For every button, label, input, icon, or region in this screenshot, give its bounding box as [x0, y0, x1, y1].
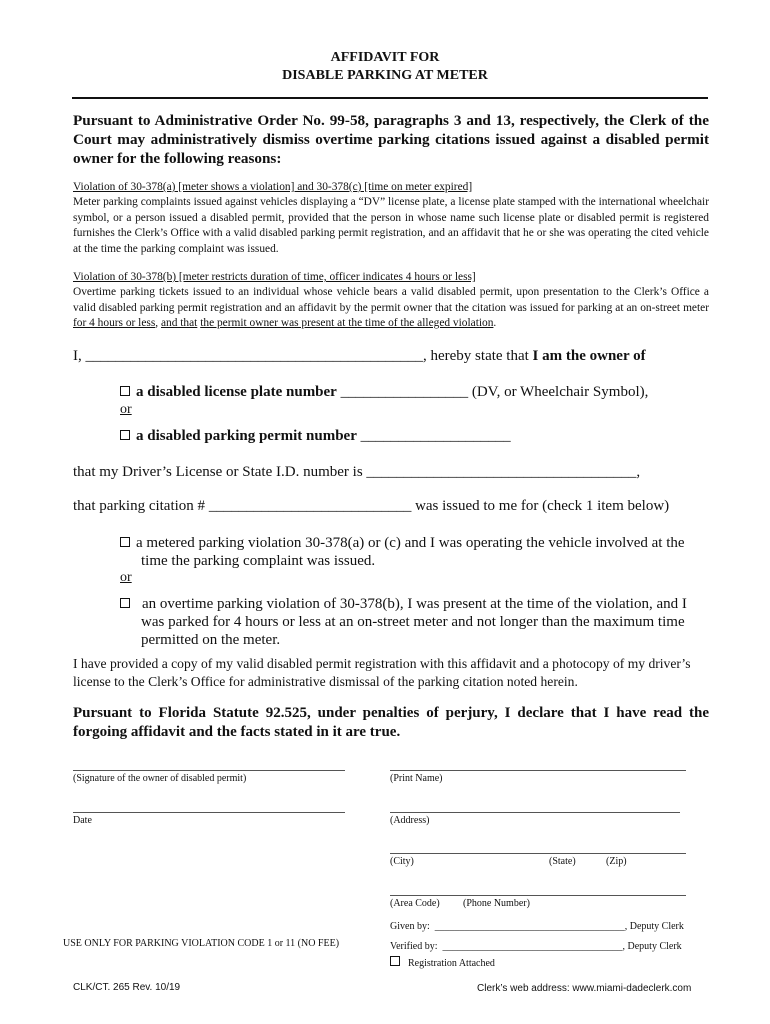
citation-line: that parking citation # ___________________________ was issued to me for (check 1 item below)	[73, 498, 670, 514]
given-by-field[interactable]: ______________________________________	[434, 921, 625, 932]
violation-b-underline-hours: for 4 hours or less	[73, 317, 156, 330]
zip-label: (Zip)	[606, 856, 627, 867]
violation-a-text: Meter parking complaints issued against vehicles displaying a “DV” license plate, a license plate stamped with the international wheelchair symbol, or a person issued a disabled permit, provided that the person in whose name such license plate or disabled permit is registered furnishes the Clerk’s Office with a valid disabled parking permit registration, and an affidavit that he or she was operating the cited vehicle at the time the parking complaint was issued.	[73, 196, 709, 255]
print-name-label: (Print Name)	[390, 773, 443, 784]
header-rule	[72, 97, 708, 99]
area-code-label: (Area Code)	[390, 898, 440, 909]
phone-number-label: (Phone Number)	[463, 898, 530, 909]
plate-checkbox[interactable]	[120, 386, 130, 396]
verified-by-row: Verified by: ____________________________________, Deputy Clerk	[390, 941, 682, 952]
violation-b-underline-present: the permit owner was present at the time of the alleged violation	[200, 317, 494, 330]
owner-statement: I, _____________________________________________, hereby state that I am the owner of	[73, 348, 646, 364]
or-divider-1: or	[120, 402, 132, 417]
address-label: (Address)	[390, 815, 430, 826]
form-title-line1: AFFIDAVIT FOR	[330, 50, 440, 65]
date-line[interactable]	[73, 812, 345, 813]
date-label: Date	[73, 815, 92, 826]
violation-a-heading: Violation of 30-378(a) [meter shows a violation] and 30-378(c) [time on meter expired]	[73, 181, 473, 193]
print-name-line[interactable]	[390, 770, 686, 771]
use-only-note: USE ONLY FOR PARKING VIOLATION CODE 1 or 11 (NO FEE)	[63, 938, 340, 949]
check-a-checkbox[interactable]	[120, 537, 130, 547]
form-title-line2: DISABLE PARKING AT METER	[282, 68, 488, 83]
registration-row: Registration Attached	[390, 956, 495, 970]
violation-b-text: Overtime parking tickets issued to an individual whose vehicle bears a valid disabled permit, upon presentation to the Clerk’s Office a valid disabled parking permit registration and an affidavit by the permit owner that the citation was issued for parking at an on-street meter for 4 hours or less, and that the permit owner was present at the time of the alleged violation.	[73, 286, 709, 330]
city-label: (City)	[390, 856, 414, 867]
owner-signature-line[interactable]	[73, 770, 345, 771]
clerk-web-address: Clerk’s web address: www.miami-dadeclerk.com	[477, 983, 692, 994]
given-by-row: Given by: ______________________________________, Deputy Clerk	[390, 921, 684, 932]
registration-checkbox[interactable]	[390, 956, 400, 966]
option-permit: a disabled parking permit number ____________________	[120, 427, 511, 445]
license-number-field[interactable]: ____________________________________	[366, 464, 637, 480]
check-b-checkbox[interactable]	[120, 598, 130, 608]
perjury-statement: Pursuant to Florida Statute 92.525, under penalties of perjury, I declare that I have read the forgoing affidavit and the facts stated in it are true.	[73, 705, 709, 740]
state-label: (State)	[549, 856, 576, 867]
violation-b-heading: Violation of 30-378(b) [meter restricts duration of time, officer indicates 4 hours or less]	[73, 271, 476, 283]
owner-signature-label: (Signature of the owner of disabled permit)	[73, 773, 247, 784]
check-b-item: an overtime parking violation of 30-378(b), I was present at the time of the violation, and I was parked for 4 hours or less at an on-street meter and not longer than the maximum time permitted on the meter.	[120, 595, 687, 649]
citation-number-field[interactable]: ___________________________	[208, 498, 412, 514]
check-a-item: a metered parking violation 30-378(a) or (c) and I was operating the vehicle involved at the time the parking complaint was issued.	[120, 534, 685, 570]
plate-number-field[interactable]: _________________	[340, 384, 469, 400]
or-divider-2: or	[120, 570, 132, 585]
owner-name-field[interactable]: _____________________________________________	[85, 348, 423, 364]
option-plate: a disabled license plate number _________________ (DV, or Wheelchair Symbol),	[120, 383, 648, 401]
permit-number-field[interactable]: ____________________	[360, 428, 511, 444]
phone-line[interactable]	[390, 895, 686, 896]
provided-paragraph: I have provided a copy of my valid disabled permit registration with this affidavit and a photocopy of my driver’s license to the Clerk’s Office for administrative dismissal of the parking citation noted herein.	[73, 656, 691, 689]
intro-paragraph: Pursuant to Administrative Order No. 99-58, paragraphs 3 and 13, respectively, the Clerk of the Court may administratively dismiss overtime parking citations issued against a disabled permit owner for the following reasons:	[73, 112, 709, 167]
verified-by-field[interactable]: ____________________________________	[442, 941, 623, 952]
permit-checkbox[interactable]	[120, 430, 130, 440]
address-line[interactable]	[390, 812, 680, 813]
violation-a-section	[73, 180, 709, 257]
license-line: that my Driver’s License or State I.D. number is ____________________________________,	[73, 464, 641, 480]
form-id: CLK/CT. 265 Rev. 10/19	[73, 982, 181, 993]
city-state-zip-line[interactable]	[390, 853, 686, 854]
violation-b-underline-and: and that	[160, 317, 198, 330]
violation-b-section	[73, 270, 709, 332]
